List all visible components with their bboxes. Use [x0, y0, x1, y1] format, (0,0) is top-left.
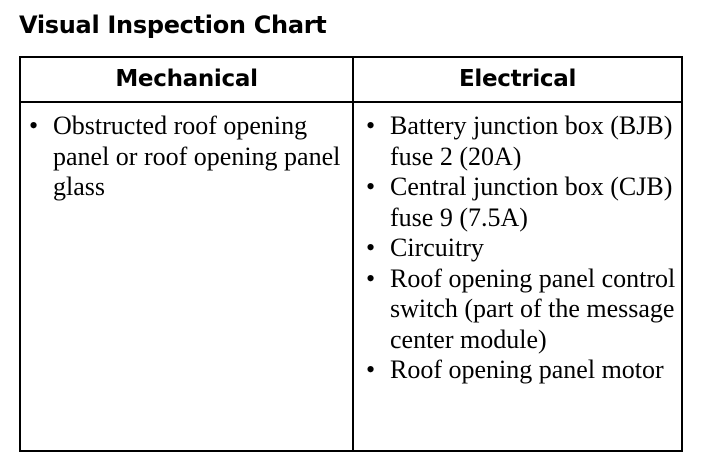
column-header-electrical: Electrical [458, 66, 577, 92]
item-text: Central junction box (CJB) fuse 9 (7.5A) [390, 172, 673, 232]
mechanical-list [29, 111, 347, 203]
mechanical-item [29, 111, 347, 203]
bullet-icon: • [366, 233, 376, 262]
header-divider [21, 101, 681, 103]
electrical-item [366, 172, 676, 233]
electrical-item [366, 233, 676, 264]
bullet-icon: • [366, 111, 376, 140]
mechanical-cell [29, 111, 347, 203]
item-text: Roof opening panel motor [390, 355, 664, 384]
electrical-item [366, 355, 676, 386]
item-text: Battery junction box (BJB) fuse 2 (20A) [390, 111, 673, 171]
electrical-list [366, 111, 676, 386]
inspection-table [19, 56, 683, 452]
electrical-item [366, 264, 676, 356]
column-divider [352, 58, 354, 450]
bullet-icon: • [366, 172, 376, 201]
page-title: Visual Inspection Chart [19, 11, 327, 39]
bullet-icon: • [366, 263, 376, 293]
electrical-item [366, 111, 676, 172]
electrical-cell [366, 111, 676, 386]
column-header-mechanical: Mechanical [115, 66, 258, 92]
item-text: Roof opening panel control switch (part of the message center module) [390, 263, 676, 354]
bullet-icon: • [29, 111, 39, 140]
item-text: Obstructed roof opening panel or roof opening panel glass [53, 111, 341, 201]
bullet-icon: • [366, 355, 376, 384]
item-text: Circuitry [390, 233, 484, 262]
